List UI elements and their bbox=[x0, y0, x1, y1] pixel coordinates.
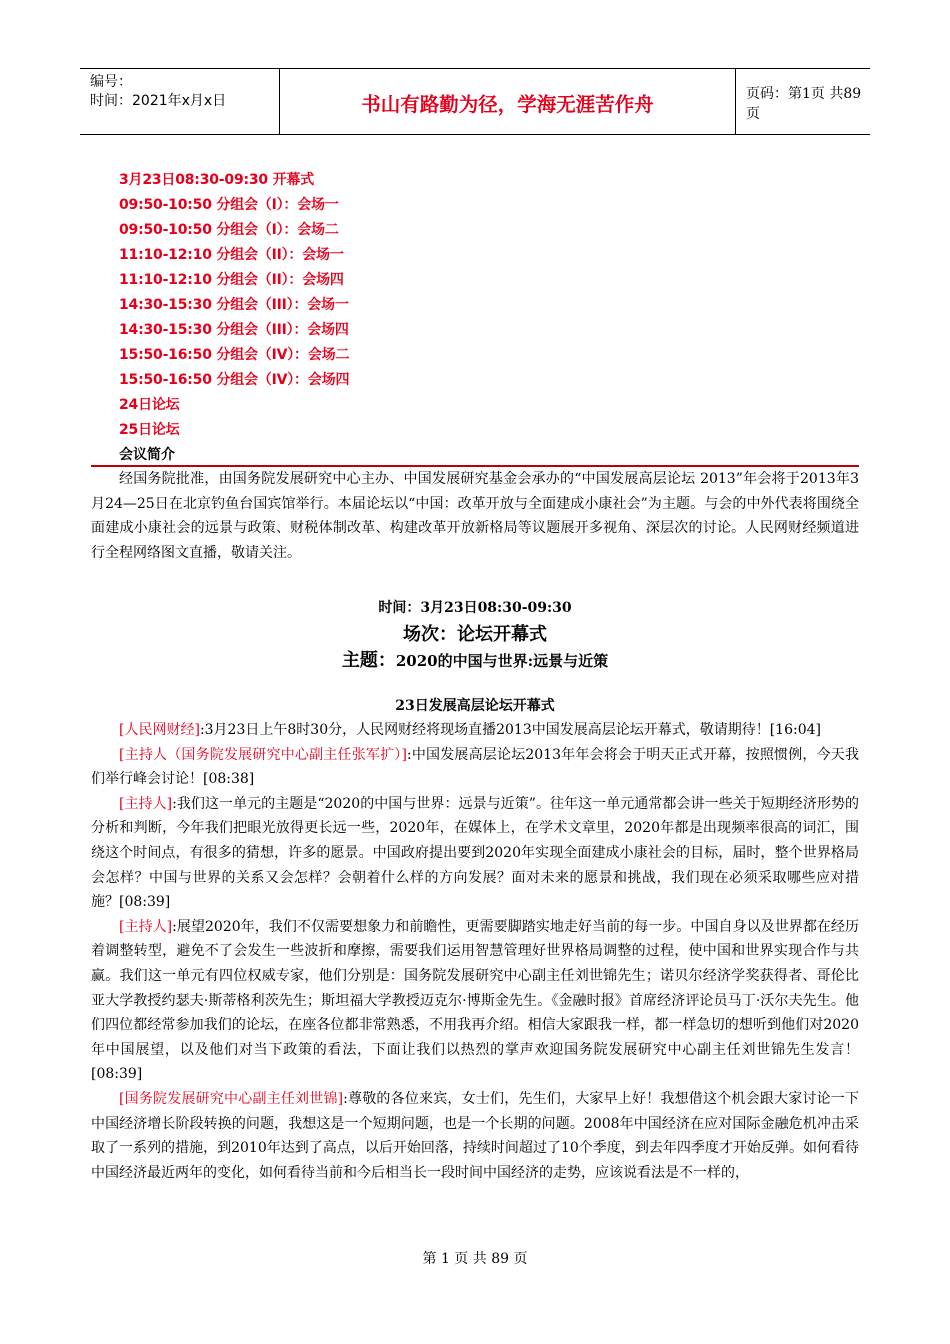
intro-paragraph: 经国务院批准，由国务院发展研究中心主办、中国发展研究基金会承办的“中国发展高层论坛 2013”年会将于2013年3月24—25日在北京钓鱼台国宾馆举行。本届论坛以“中国：改革开放与全面建成小康社会”为主题。与会的中外代表将围绕全面建成小康社会的远景与政策、财税体制改革、构建改革开放新格局等议题展开多视角、深层次的讨论。人民网财经频道进行全程网络图文直播，敬请关注。 bbox=[91, 471, 859, 561]
transcript bbox=[91, 718, 859, 1185]
theme-text: 2020的中国与世界:远景与近策 bbox=[395, 652, 609, 670]
speech-text: :我们这一单元的主题是“2020的中国与世界：远景与近策”。往年这一单元通常都会讲一些关于短期经济形势的分析和判断，今年我们把眼光放得更长远一些，2020年，在媒体上，在学术文章里，2020年都是出现频率很高的词汇，围绕这个时间点，有很多的猜想，许多的愿景。中国政府提出要到2020年实现全面建成小康社会的目标，届时，整个世界格局会怎样？中国与世界的关系又会怎样？会朝着什么样的方向发展？面对未来的愿景和挑战，我们现在必须采取哪些应对措施？[08:39] bbox=[91, 795, 859, 911]
header-page-number: 页码：第1页 共89页 bbox=[746, 86, 862, 122]
schedule-link[interactable]: 14:30-15:30 分组会（III）：会场一 bbox=[119, 297, 349, 313]
schedule-link[interactable]: 15:50-16:50 分组会（IV）：会场四 bbox=[119, 372, 350, 388]
speaker-name: [主持人（国务院发展研究中心副主任张军扩）] bbox=[119, 746, 407, 763]
speaker-name: [主持人] bbox=[119, 795, 173, 812]
section-subtitle: 23日发展高层论坛开幕式 bbox=[395, 698, 555, 714]
schedule-link[interactable]: 24日论坛 bbox=[119, 397, 180, 413]
header-motto: 书山有路勤为径，学海无涯苦作舟 bbox=[280, 69, 736, 134]
session-name: 场次：论坛开幕式 bbox=[403, 624, 547, 645]
schedule-link[interactable]: 11:10-12:10 分组会（II）：会场四 bbox=[119, 272, 344, 288]
speaker-name: [国务院发展研究中心副主任刘世锦] bbox=[119, 1090, 344, 1107]
transcript-entry bbox=[91, 792, 859, 915]
document-date: 时间：2021年x月x日 bbox=[90, 93, 227, 109]
header-meta bbox=[80, 69, 280, 134]
schedule-link[interactable]: 25日论坛 bbox=[119, 422, 180, 438]
session-theme bbox=[80, 646, 870, 672]
speaker-name: [主持人] bbox=[119, 918, 173, 935]
page-footer: 第 1 页 共 89 页 bbox=[422, 1251, 528, 1267]
schedule-link[interactable]: 14:30-15:30 分组会（III）：会场四 bbox=[119, 322, 349, 338]
speech-text: :展望2020年，我们不仅需要想象力和前瞻性，更需要脚踏实地走好当前的每一步。中国自身以及世界都在经历着调整转型，避免不了会发生一些波折和摩擦，需要我们运用智慧管理好世界格局调整的过程，使中国和世界实现合作与共赢。我们这一单元有四位权威专家，他们分别是：国务院发展研究中心副主任刘世锦先生；诺贝尔经济学奖获得者、哥伦比亚大学教授约瑟夫·斯蒂格利茨先生；斯坦福大学教授迈克尔·博斯金先生。《金融时报》首席经济评论员马丁·沃尔夫先生。他们四位都经常参加我们的论坛，在座各位都非常熟悉，不用我再介绍。相信大家跟我一样，都一样急切的想听到他们对2020年中国展望，以及他们对当下政策的看法，下面让我们以热烈的掌声欢迎国务院发展研究中心副主任刘世锦先生发言！[08:39] bbox=[91, 918, 859, 1083]
speech-text: :3月23日上午8时30分，人民网财经将现场直播2013中国发展高层论坛开幕式，敬请期待！[16:04] bbox=[199, 722, 821, 738]
schedule-link[interactable]: 11:10-12:10 分组会（II）：会场一 bbox=[119, 247, 344, 263]
schedule-list bbox=[119, 171, 349, 446]
session-time: 时间：3月23日08:30-09:30 bbox=[378, 600, 572, 616]
page-header bbox=[80, 68, 870, 135]
transcript-entry bbox=[91, 1087, 859, 1185]
schedule-link[interactable]: 15:50-16:50 分组会（IV）：会场二 bbox=[119, 347, 350, 363]
schedule-link[interactable]: 09:50-10:50 分组会（I）：会场一 bbox=[119, 197, 339, 213]
transcript-entry bbox=[91, 718, 859, 743]
speaker-name: [人民网财经] bbox=[119, 722, 200, 738]
transcript-entry bbox=[91, 743, 859, 792]
speech-text: :中国发展高层论坛2013年年会将会于明天正式开幕，按照惯例，今天我们举行峰会讨论！[08:38] bbox=[91, 746, 859, 788]
theme-label: 主题： bbox=[341, 650, 396, 671]
schedule-link[interactable]: 09:50-10:50 分组会（I）：会场二 bbox=[119, 222, 339, 238]
schedule-link[interactable]: 3月23日08:30-09:30 开幕式 bbox=[119, 172, 315, 188]
transcript-entry bbox=[91, 915, 859, 1087]
document-number: 编号： bbox=[90, 74, 132, 90]
intro-heading: 会议简介 bbox=[119, 447, 175, 463]
speech-text: :尊敬的各位来宾，女士们，先生们，大家早上好！我想借这个机会跟大家讨论一下中国经济增长阶段转换的问题，我想这是一个短期问题，也是一个长期的问题。2008年中国经济在应对国际金融危机冲击采取了一系列的措施，到2010年达到了高点，以后开始回落，持续时间超过了10个季度，到去年四季度才开始反弹。如何看待中国经济最近两年的变化，如何看待当前和今后相当长一段时间中国经济的走势，应该说看法是不一样的， bbox=[91, 1090, 859, 1181]
intro-section bbox=[91, 467, 859, 565]
